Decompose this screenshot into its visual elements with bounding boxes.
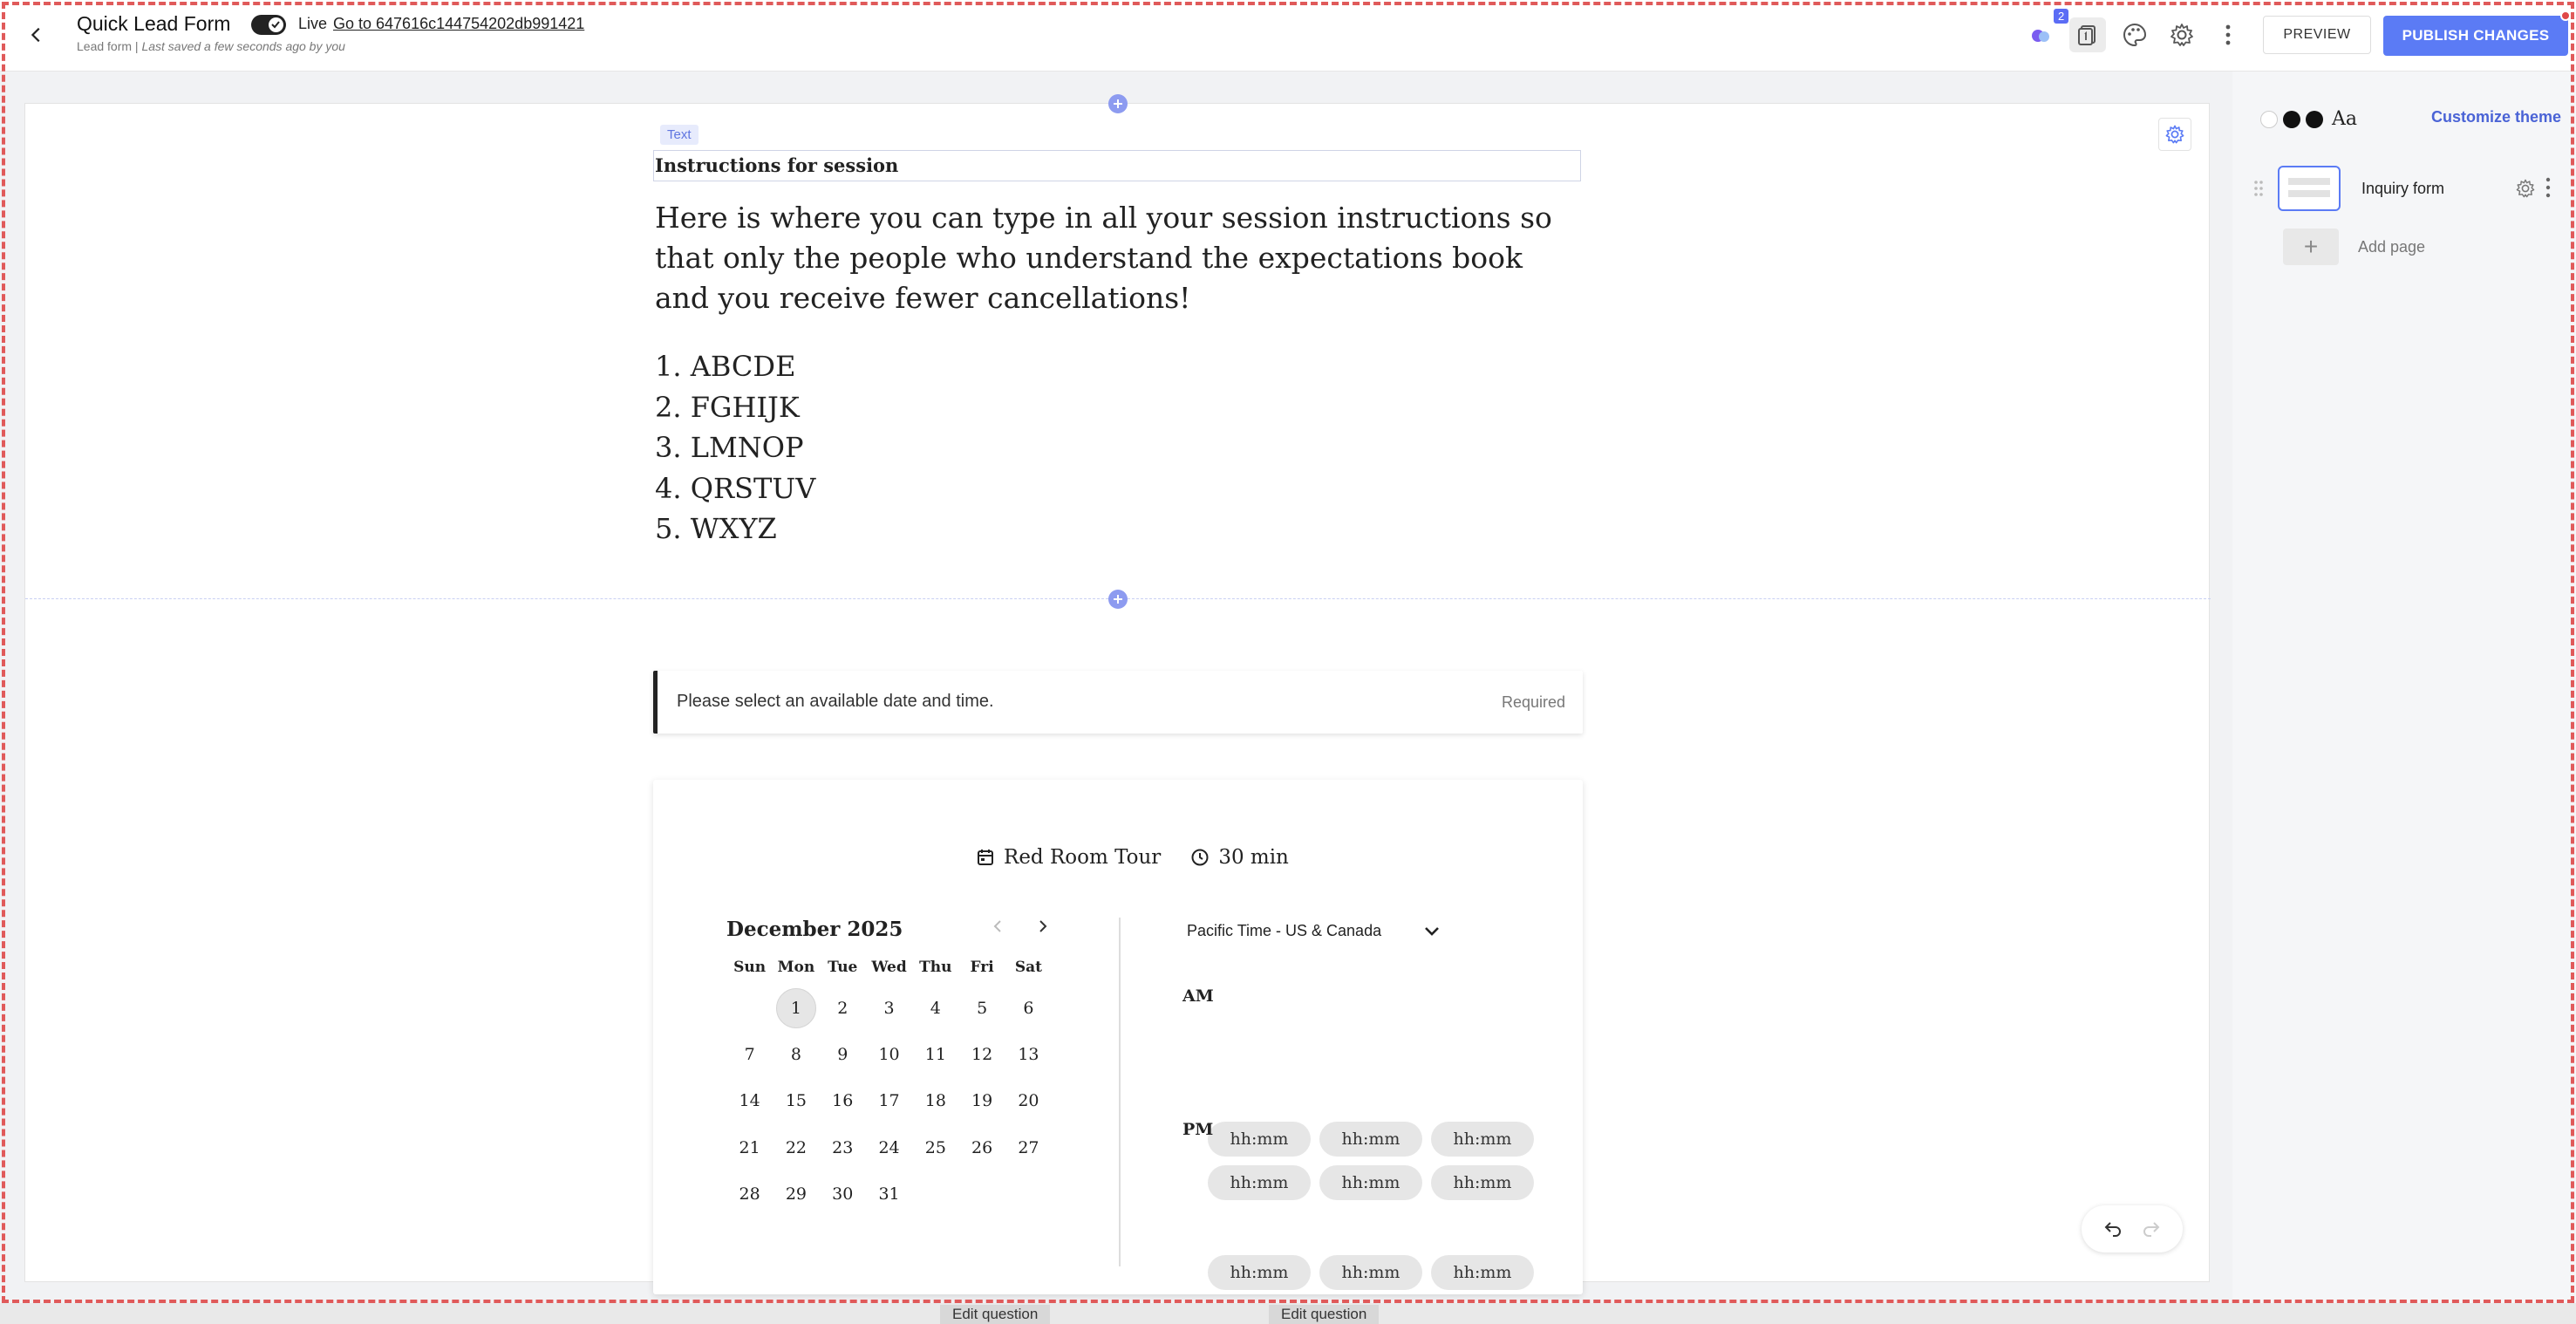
undo-icon[interactable] [2103,1220,2123,1238]
calendar-day[interactable] [912,1031,958,1077]
divider [1119,918,1121,1266]
time-slot-button[interactable]: hh:mm [1319,1122,1422,1157]
right-panel [2232,72,2576,1303]
calendar-day[interactable] [726,1124,773,1170]
list-item: 5. WXYZ [655,512,777,545]
clock-icon [1190,848,1210,867]
edit-question-button[interactable]: Edit question [1269,1305,1379,1324]
calendar-day-number: 30 [832,1184,854,1204]
calendar-day-number: 10 [878,1044,900,1064]
date-time-question[interactable] [653,671,1583,734]
calendar-day[interactable] [866,985,912,1031]
timezone-value: Pacific Time - US & Canada [1187,922,1382,939]
drag-handle-icon [2253,180,2264,197]
add-section-below-button[interactable] [1108,590,1128,609]
prev-month-button[interactable] [990,918,1007,939]
redo-icon[interactable] [2142,1220,2161,1238]
time-slot-button[interactable]: hh:mm [1431,1122,1534,1157]
go-to-link[interactable]: Go to 647616c144754202db991421 [333,15,585,32]
calendar-day[interactable] [820,1170,866,1217]
calendar-day[interactable] [958,1124,1005,1170]
gear-icon[interactable] [2515,178,2536,199]
preview-button[interactable]: PREVIEW [2263,16,2371,54]
timezone-select[interactable] [1187,922,1441,940]
text-section[interactable] [25,104,2211,599]
block-type-tag: Text [660,125,699,145]
calendar-day[interactable] [958,985,1005,1031]
theme-color-swatch [2260,111,2278,128]
last-saved-label: Last saved a few seconds ago by you [141,39,345,53]
time-slot-button[interactable]: hh:mm [1319,1165,1422,1200]
plus-icon [1113,99,1123,109]
next-month-button[interactable] [1033,918,1051,939]
calendar-day-number: 23 [832,1137,854,1157]
calendar-day-number: 20 [1018,1091,1039,1111]
add-section-above-button[interactable] [1108,94,1128,113]
calendar-day-number: 18 [924,1091,946,1111]
calendar-day-number: 6 [1023,998,1034,1018]
calendar-day[interactable] [1005,1078,1052,1124]
calendar-day-number: 22 [785,1137,808,1157]
page-label: Inquiry form [2361,179,2445,197]
calendar-day-number: 1 [776,988,816,1028]
theme-preview[interactable] [2260,108,2357,130]
event-duration: 30 min [1218,846,1289,869]
calendar-day-number: 26 [971,1137,993,1157]
collaborators-button[interactable] [2025,19,2056,51]
calendar-day[interactable] [820,985,866,1031]
pm-label: PM [1182,1120,1214,1139]
chevron-left-icon [990,918,1007,935]
gear-icon [2164,124,2185,145]
calendar-week [726,1031,1052,1077]
list-item: 3. LMNOP [655,431,804,464]
add-page-label: Add page [2358,237,2426,256]
calendar-day[interactable] [1005,1124,1052,1170]
calendar-day[interactable] [1005,1031,1052,1077]
time-slot-button[interactable]: hh:mm [1431,1255,1534,1290]
page-thumbnail [2278,166,2341,211]
booking-widget [653,780,1583,1294]
undo-redo-group [2082,1205,2183,1252]
calendar-day-number: 4 [930,998,941,1018]
calendar-day[interactable] [726,1031,773,1077]
calendar-empty-cell [912,1170,958,1217]
calendar-day[interactable] [866,1078,912,1124]
calendar-day[interactable] [726,1078,773,1124]
plus-icon [1113,594,1123,604]
list-item: 2. FGHIJK [655,390,800,424]
list-item: 4. QRSTUV [655,471,816,505]
calendar-day-number: 5 [977,998,988,1018]
calendar-day[interactable] [866,1170,912,1217]
calendar-day-number: 9 [837,1044,848,1064]
form-type-label: Lead form | [77,39,142,53]
calendar-day-number: 3 [883,998,895,1018]
add-page-button[interactable] [2283,229,2425,265]
form-canvas [24,103,2210,1282]
calendar-icon [976,848,995,867]
weekday-header [726,959,1052,985]
calendar-day-number: 7 [744,1044,755,1064]
calendar-day-number: 2 [837,998,848,1018]
calendar-day[interactable] [773,1031,819,1077]
calendar-empty-cell [958,1170,1005,1217]
calendar-day[interactable] [958,1031,1005,1077]
calendar-day-number: 8 [790,1044,801,1064]
calendar-week [726,1078,1052,1124]
required-label: Required [1501,693,1565,711]
settings-button[interactable] [2166,19,2198,51]
calendar-day-number: 29 [785,1184,808,1204]
weekday-label: Wed [871,959,907,976]
kebab-icon[interactable] [2545,176,2552,199]
calendar-day-number: 19 [971,1091,993,1111]
notification-badge: 2 [2054,9,2068,24]
theme-button[interactable] [2119,19,2150,51]
live-label: Live [298,15,328,32]
am-slots [1208,1122,1548,1200]
calendar-week [726,985,1052,1031]
calendar-grid [726,959,1052,1217]
calendar-day-number: 24 [878,1137,900,1157]
calendar-day[interactable] [820,1124,866,1170]
chevron-right-icon [1033,918,1051,935]
calendar-day[interactable] [866,1124,912,1170]
calendar-empty-cell [1005,1170,1052,1217]
list-item: 1. ABCDE [655,350,796,383]
calendar-day[interactable] [820,1078,866,1124]
calendar-day-number: 12 [971,1044,993,1064]
calendar-day[interactable] [1005,985,1052,1031]
calendar-day[interactable] [726,1170,773,1217]
plus-icon: + [2283,229,2339,265]
chevron-left-icon [27,25,46,44]
edit-question-button[interactable]: Edit question [940,1305,1050,1324]
calendar-day[interactable] [773,1170,819,1217]
section-settings-button[interactable] [2158,118,2191,151]
event-header [976,846,1306,869]
time-slot-button[interactable]: hh:mm [1431,1165,1534,1200]
calendar-day-number: 13 [1018,1044,1039,1064]
theme-font-sample: Aa [2332,108,2358,130]
unsaved-indicator [2560,10,2571,21]
save-status [77,39,345,53]
calendar-day[interactable] [820,1031,866,1077]
customize-theme-link[interactable]: Customize theme [2431,108,2562,126]
section-paragraph[interactable]: Here is where you can type in all your session instructions so that only the people who understand the expectations book and you receive fewer cancellations! [655,201,1552,315]
gear-icon [2169,22,2195,48]
calendar-day-number: 11 [924,1044,946,1064]
weekday-label: Fri [970,959,994,976]
pages-icon [2076,24,2099,46]
weekday-label: Tue [828,959,858,976]
calendar-week [726,1170,1052,1217]
time-slot-button[interactable]: hh:mm [1208,1255,1311,1290]
form-title[interactable]: Quick Lead Form [77,12,231,35]
calendar-day[interactable] [912,1124,958,1170]
back-button[interactable] [23,21,51,49]
section-heading[interactable]: Instructions for session [655,154,899,176]
pm-slots [1208,1255,1548,1290]
page-item-inquiry-form[interactable] [2253,162,2562,215]
calendar-day-number: 27 [1018,1137,1039,1157]
calendar-day-number: 21 [739,1137,760,1157]
check-icon [270,19,281,30]
weekday-label: Sun [733,959,767,976]
calendar-day[interactable] [912,985,958,1031]
weekday-label: Sat [1014,959,1042,976]
calendar-day-number: 16 [832,1091,854,1111]
calendar-day[interactable] [866,1031,912,1077]
instructions-list[interactable] [655,346,815,549]
time-slot-button[interactable]: hh:mm [1208,1122,1311,1157]
calendar-day[interactable] [773,1078,819,1124]
weekday-label: Thu [919,959,952,976]
kebab-icon [2224,23,2232,47]
calendar-day-number: 28 [739,1184,760,1204]
pages-button[interactable] [2069,17,2106,52]
am-label: AM [1182,986,1214,1006]
calendar-week [726,1124,1052,1170]
avatar-stack-icon [2027,22,2054,48]
top-bar [0,0,2576,72]
chevron-down-icon [1423,925,1441,938]
event-name: Red Room Tour [1004,846,1162,869]
theme-color-swatch [2306,111,2323,128]
calendar-day[interactable] [773,1124,819,1170]
calendar-weeks [726,985,1052,1217]
palette-icon [2122,22,2148,48]
calendar-day-number: 17 [878,1091,900,1111]
calendar-day-number: 31 [878,1184,900,1204]
publish-changes-button[interactable]: PUBLISH CHANGES [2383,16,2568,56]
calendar-month: December 2025 [726,918,903,941]
calendar-day[interactable] [912,1078,958,1124]
theme-color-swatch [2283,111,2300,128]
calendar-day-number: 25 [924,1137,946,1157]
calendar-day-number: 15 [785,1091,808,1111]
calendar-day-number: 14 [739,1091,760,1111]
calendar-empty-cell [726,985,773,1031]
calendar-day[interactable] [773,985,819,1031]
question-label: Please select an available date and time. [677,692,994,711]
more-options-button[interactable] [2212,19,2244,51]
time-slot-button[interactable]: hh:mm [1319,1255,1422,1290]
live-toggle[interactable] [251,15,286,35]
weekday-label: Mon [777,959,815,976]
calendar-day[interactable] [958,1078,1005,1124]
time-slot-button[interactable]: hh:mm [1208,1165,1311,1200]
